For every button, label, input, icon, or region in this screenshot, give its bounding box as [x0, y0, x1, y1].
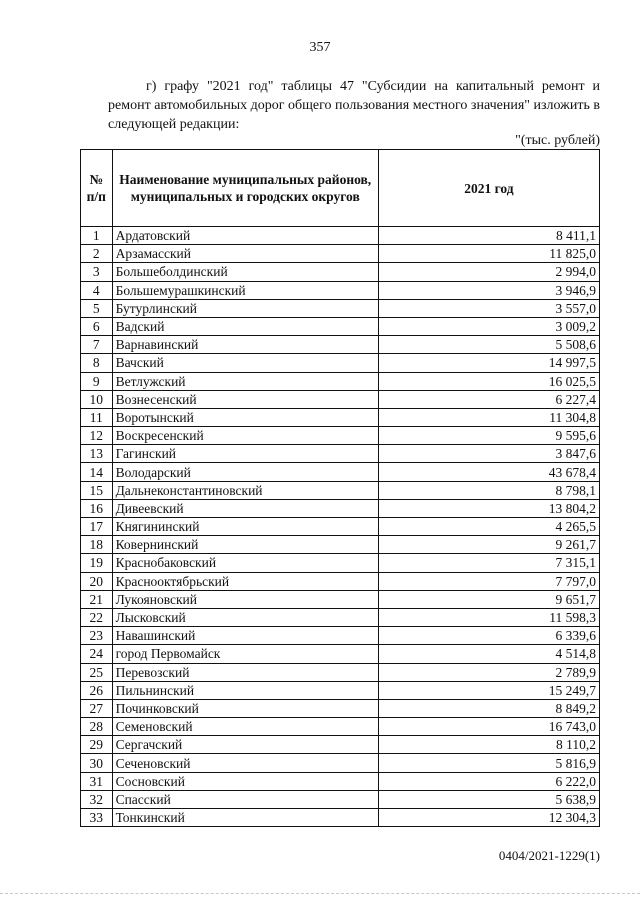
header-name: Наименование муниципальных районов, муниципальных и городских округов: [112, 150, 378, 227]
row-number: 29: [81, 736, 113, 754]
table-header: [81, 150, 600, 227]
table-row: [81, 663, 600, 681]
header-num: № п/п: [81, 150, 113, 227]
row-number: 21: [81, 590, 113, 608]
subsidy-table: [80, 149, 600, 827]
table-row: [81, 681, 600, 699]
row-value-2021: 2 789,9: [378, 663, 599, 681]
table-row: [81, 590, 600, 608]
row-value-2021: 13 804,2: [378, 499, 599, 517]
row-district-name: Гагинский: [112, 445, 378, 463]
row-value-2021: 8 110,2: [378, 736, 599, 754]
row-district-name: Воскресенский: [112, 427, 378, 445]
row-district-name: Сергачский: [112, 736, 378, 754]
table-row: [81, 408, 600, 426]
row-number: 6: [81, 317, 113, 335]
table-row: [81, 390, 600, 408]
table-header-row: [81, 150, 600, 227]
row-number: 13: [81, 445, 113, 463]
row-value-2021: 3 946,9: [378, 281, 599, 299]
table-row: [81, 536, 600, 554]
row-value-2021: 6 339,6: [378, 627, 599, 645]
row-value-2021: 11 825,0: [378, 245, 599, 263]
row-value-2021: 5 638,9: [378, 790, 599, 808]
table-row: [81, 699, 600, 717]
row-value-2021: 16 025,5: [378, 372, 599, 390]
row-number: 10: [81, 390, 113, 408]
table-row: [81, 263, 600, 281]
row-number: 1: [81, 227, 113, 245]
row-number: 31: [81, 772, 113, 790]
row-value-2021: 15 249,7: [378, 681, 599, 699]
row-value-2021: 9 651,7: [378, 590, 599, 608]
row-value-2021: 6 222,0: [378, 772, 599, 790]
row-number: 7: [81, 336, 113, 354]
row-value-2021: 7 797,0: [378, 572, 599, 590]
row-district-name: Вачский: [112, 354, 378, 372]
row-district-name: Сосновский: [112, 772, 378, 790]
row-number: 19: [81, 554, 113, 572]
row-district-name: Лысковский: [112, 608, 378, 626]
row-value-2021: 7 315,1: [378, 554, 599, 572]
row-value-2021: 12 304,3: [378, 809, 599, 827]
row-district-name: Володарский: [112, 463, 378, 481]
row-district-name: Варнавинский: [112, 336, 378, 354]
row-number: 11: [81, 408, 113, 426]
row-district-name: Большемурашкинский: [112, 281, 378, 299]
row-value-2021: 9 595,6: [378, 427, 599, 445]
table-row: [81, 299, 600, 317]
row-district-name: Воротынский: [112, 408, 378, 426]
row-value-2021: 8 849,2: [378, 699, 599, 717]
row-district-name: Лукояновский: [112, 590, 378, 608]
row-district-name: Вознесенский: [112, 390, 378, 408]
row-number: 16: [81, 499, 113, 517]
row-value-2021: 16 743,0: [378, 718, 599, 736]
row-number: 3: [81, 263, 113, 281]
row-number: 20: [81, 572, 113, 590]
row-number: 23: [81, 627, 113, 645]
table-row: [81, 281, 600, 299]
row-district-name: Ардатовский: [112, 227, 378, 245]
table-row: [81, 499, 600, 517]
row-number: 17: [81, 518, 113, 536]
row-number: 28: [81, 718, 113, 736]
row-district-name: Вадский: [112, 317, 378, 335]
row-number: 9: [81, 372, 113, 390]
row-value-2021: 5 816,9: [378, 754, 599, 772]
row-district-name: Починковский: [112, 699, 378, 717]
row-district-name: Перевозский: [112, 663, 378, 681]
row-value-2021: 3 009,2: [378, 317, 599, 335]
row-number: 25: [81, 663, 113, 681]
row-district-name: Дальнеконстантиновский: [112, 481, 378, 499]
row-number: 12: [81, 427, 113, 445]
row-number: 30: [81, 754, 113, 772]
row-district-name: Семеновский: [112, 718, 378, 736]
footer-divider: [0, 893, 640, 894]
row-number: 5: [81, 299, 113, 317]
row-number: 33: [81, 809, 113, 827]
table-row: [81, 317, 600, 335]
table-row: [81, 481, 600, 499]
row-number: 15: [81, 481, 113, 499]
row-value-2021: 3 557,0: [378, 299, 599, 317]
row-value-2021: 3 847,6: [378, 445, 599, 463]
table-row: [81, 645, 600, 663]
row-district-name: Навашинский: [112, 627, 378, 645]
row-value-2021: 11 304,8: [378, 408, 599, 426]
row-value-2021: 4 265,5: [378, 518, 599, 536]
intro-text: г) графу "2021 год" таблицы 47 "Субсидии на капитальный ремонт и ремонт автомобильных дорог общего пользования местного значения" изложить в следующей редакции:: [108, 79, 600, 132]
table-row: [81, 336, 600, 354]
table-row: [81, 627, 600, 645]
table-row: [81, 608, 600, 626]
row-number: 2: [81, 245, 113, 263]
row-district-name: Бутурлинский: [112, 299, 378, 317]
row-district-name: Арзамасский: [112, 245, 378, 263]
table-row: [81, 790, 600, 808]
row-number: 4: [81, 281, 113, 299]
table-row: [81, 245, 600, 263]
table-row: [81, 372, 600, 390]
header-year: 2021 год: [378, 150, 599, 227]
page-number: 357: [309, 40, 331, 55]
row-district-name: Большеболдинский: [112, 263, 378, 281]
row-value-2021: 2 994,0: [378, 263, 599, 281]
table-row: [81, 572, 600, 590]
table-row: [81, 354, 600, 372]
intro-paragraph: [108, 77, 600, 134]
table-row: [81, 518, 600, 536]
table-row: [81, 463, 600, 481]
row-district-name: Тонкинский: [112, 809, 378, 827]
table-body: [81, 227, 600, 827]
units-label: "(тыс. рублей): [515, 133, 600, 148]
row-number: 32: [81, 790, 113, 808]
row-number: 18: [81, 536, 113, 554]
row-number: 8: [81, 354, 113, 372]
table-row: [81, 445, 600, 463]
row-number: 27: [81, 699, 113, 717]
row-value-2021: 43 678,4: [378, 463, 599, 481]
table-row: [81, 736, 600, 754]
row-value-2021: 4 514,8: [378, 645, 599, 663]
row-district-name: Ветлужский: [112, 372, 378, 390]
row-district-name: Пильнинский: [112, 681, 378, 699]
row-district-name: Княгининский: [112, 518, 378, 536]
row-district-name: Сеченовский: [112, 754, 378, 772]
row-number: 22: [81, 608, 113, 626]
row-value-2021: 11 598,3: [378, 608, 599, 626]
row-district-name: город Первомайск: [112, 645, 378, 663]
table-row: [81, 809, 600, 827]
row-value-2021: 9 261,7: [378, 536, 599, 554]
document-code: 0404/2021-1229(1): [498, 848, 600, 863]
row-number: 14: [81, 463, 113, 481]
table-row: [81, 718, 600, 736]
row-value-2021: 5 508,6: [378, 336, 599, 354]
row-value-2021: 8 798,1: [378, 481, 599, 499]
row-number: 24: [81, 645, 113, 663]
table-row: [81, 554, 600, 572]
row-district-name: Ковернинский: [112, 536, 378, 554]
row-district-name: Краснооктябрьский: [112, 572, 378, 590]
table-row: [81, 427, 600, 445]
row-value-2021: 8 411,1: [378, 227, 599, 245]
row-district-name: Спасский: [112, 790, 378, 808]
table-row: [81, 227, 600, 245]
row-number: 26: [81, 681, 113, 699]
table-row: [81, 772, 600, 790]
row-value-2021: 14 997,5: [378, 354, 599, 372]
row-value-2021: 6 227,4: [378, 390, 599, 408]
row-district-name: Дивеевский: [112, 499, 378, 517]
row-district-name: Краснобаковский: [112, 554, 378, 572]
table-row: [81, 754, 600, 772]
